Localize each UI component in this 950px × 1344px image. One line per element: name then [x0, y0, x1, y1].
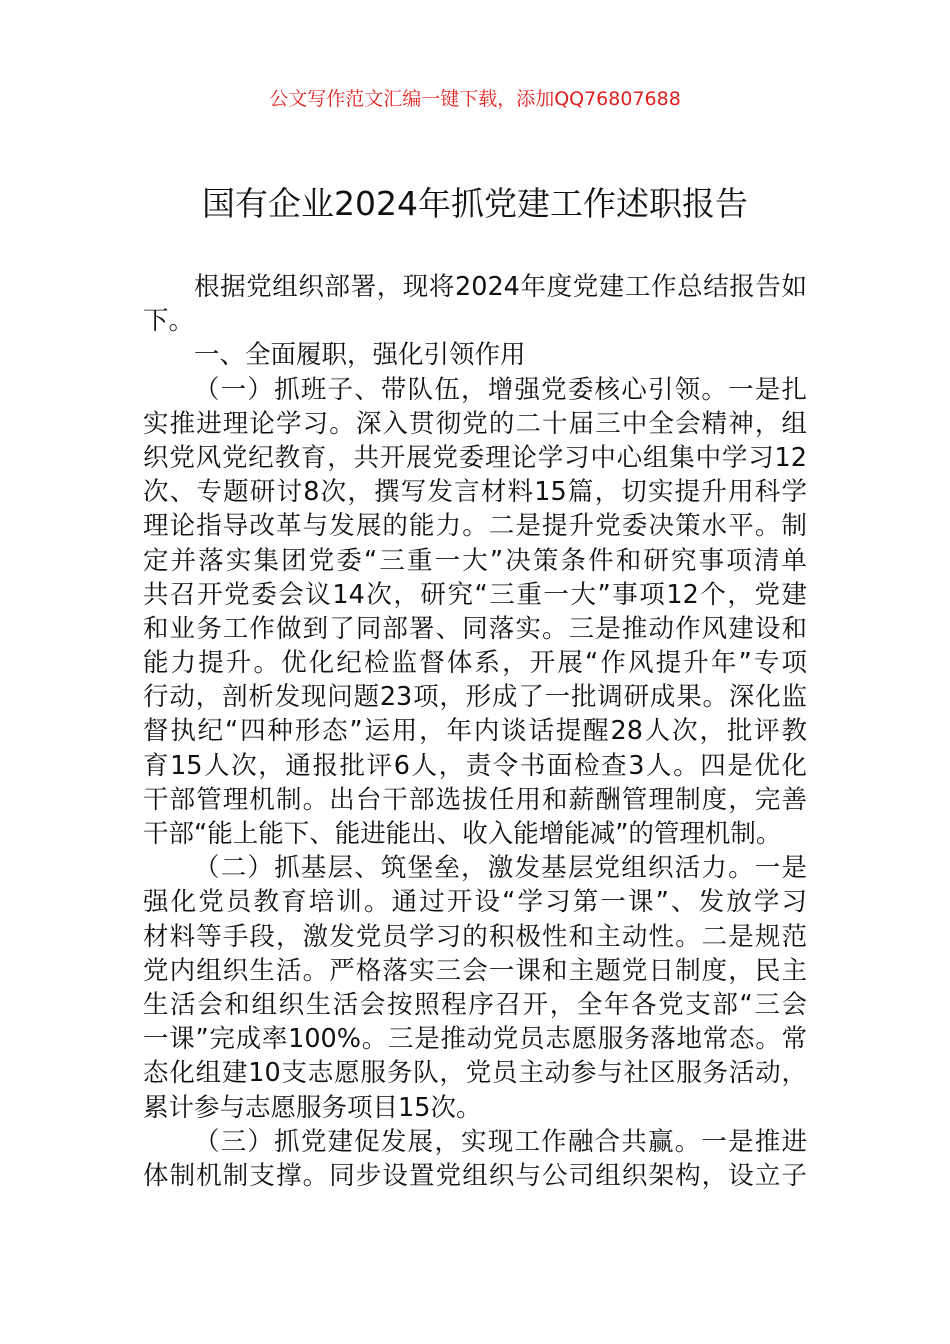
text-line: 实推进理论学习。深入贯彻党的二十届三中全会精神，组	[143, 408, 807, 439]
text-line: 干部管理机制。出台干部选拔任用和薪酬管理制度，完善	[143, 784, 807, 815]
text-line: 根据党组织部署，现将2024年度党建工作总结报告如	[194, 272, 807, 302]
text-line: 次、专题研讨8次，撰写发言材料15篇，切实提升用科学	[143, 477, 807, 508]
text-line: 督执纪“四种形态”运用，年内谈话提醒28人次，批评教	[143, 716, 807, 747]
text-line: 理论指导改革与发展的能力。二是提升党委决策水平。制	[143, 511, 807, 542]
text-line: 一、全面履职，强化引领作用	[194, 340, 526, 371]
paragraph-item-2	[143, 851, 807, 1125]
text-line: 党内组织生活。严格落实三会一课和主题党日制度，民主	[143, 955, 807, 986]
text-line: 态化组建10支志愿服务队，党员主动参与社区服务活动，	[143, 1058, 807, 1089]
document-title: 国有企业2024年抓党建工作述职报告	[202, 184, 748, 223]
text-line: 下。	[143, 306, 195, 337]
text-line: 材料等手段，激发党员学习的积极性和主动性。二是规范	[143, 921, 807, 952]
watermark-banner: 公文写作范文汇编一键下载，添加QQ76807688	[269, 88, 681, 110]
text-line: （一）抓班子、带队伍，增强党委核心引领。一是扎	[194, 374, 807, 405]
text-line: 织党风党纪教育，共开展党委理论学习中心组集中学习12	[143, 442, 807, 473]
text-line: 共召开党委会议14次，研究“三重一大”事项12个，党建	[143, 579, 807, 610]
text-line: 一课”完成率100%。三是推动党员志愿服务落地常态。常	[143, 1024, 807, 1055]
text-line: 定并落实集团党委“三重一大”决策条件和研究事项清单	[143, 545, 807, 576]
text-line: 强化党员教育培训。通过开设“学习第一课”、发放学习	[143, 887, 807, 918]
paragraph-intro	[143, 270, 807, 338]
section-heading	[143, 338, 807, 372]
paragraph-item-1	[143, 373, 807, 852]
text-line: 能力提升。优化纪检监督体系，开展“作风提升年”专项	[143, 648, 807, 679]
document-body	[143, 270, 807, 1193]
text-line: 育15人次，通报批评6人，责令书面检查3人。四是优化	[143, 750, 807, 781]
text-line: 累计参与志愿服务项目15次。	[143, 1092, 482, 1123]
text-line: 和业务工作做到了同部署、同落实。三是推动作风建设和	[143, 613, 807, 644]
paragraph-item-3	[143, 1125, 807, 1193]
text-line: （二）抓基层、筑堡垒，激发基层党组织活力。一是	[194, 853, 807, 884]
text-line: 行动，剖析发现问题23项，形成了一批调研成果。深化监	[143, 682, 807, 713]
text-line: 生活会和组织生活会按照程序召开，全年各党支部“三会	[143, 989, 807, 1020]
text-line: 干部“能上能下、能进能出、收入能增能减”的管理机制。	[143, 819, 782, 849]
text-line: （三）抓党建促发展，实现工作融合共赢。一是推进	[194, 1126, 807, 1157]
text-line: 体制机制支撑。同步设置党组织与公司组织架构，设立子	[143, 1160, 807, 1191]
